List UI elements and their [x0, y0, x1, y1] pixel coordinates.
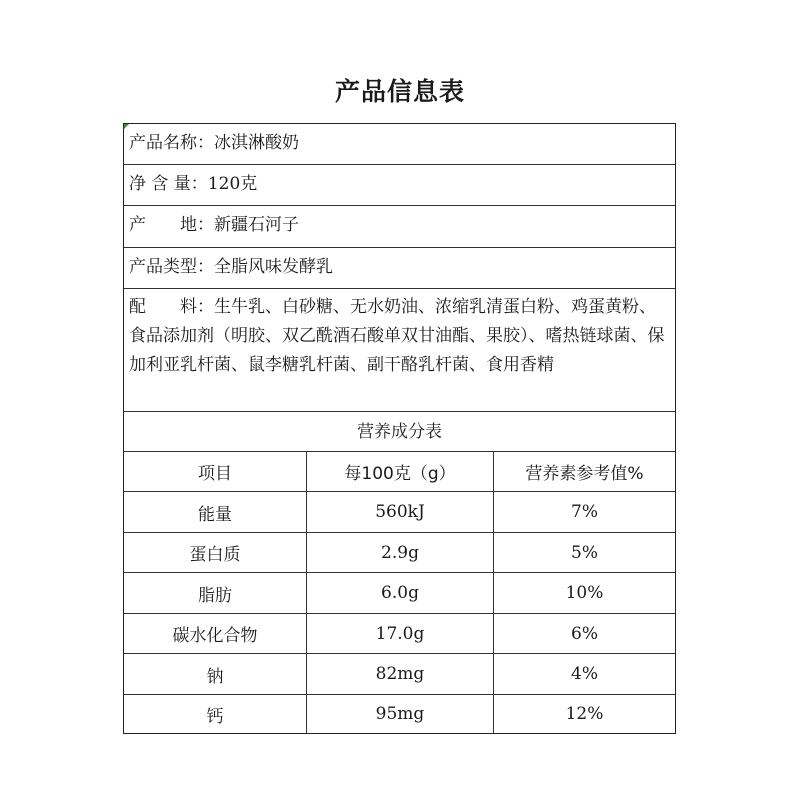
nutrient-amount: 17.0g: [307, 614, 494, 653]
cell-corner-marker: [124, 124, 129, 129]
info-row-ingredients: [124, 289, 675, 412]
name-label: 产品名称：: [129, 133, 214, 153]
nutrient-nrv: 12%: [565, 704, 604, 724]
table-row: [124, 614, 675, 654]
table-row: [124, 492, 675, 533]
type-value: 全脂风味发酵乳: [214, 257, 333, 277]
origin-value: 新疆石河子: [214, 215, 299, 235]
nutrient-amount: 82mg: [307, 654, 494, 694]
origin-label: 产 地：: [129, 215, 214, 235]
nutrient-amount: 560kJ: [307, 492, 494, 532]
info-row-name: [124, 124, 675, 165]
table-row: [124, 654, 675, 695]
name-value: 冰淇淋酸奶: [214, 133, 299, 153]
column-header-nrv: 营养素参考值%: [525, 464, 644, 484]
nutrient-nrv: 10%: [565, 583, 604, 603]
nutrient-amount: 2.9g: [307, 533, 494, 572]
nutrient-name: 蛋白质: [124, 533, 307, 572]
nutrient-name: 能量: [124, 492, 307, 532]
info-row-origin: [124, 206, 675, 248]
type-label: 产品类型：: [129, 257, 214, 277]
nutrient-nrv: 6%: [571, 623, 598, 644]
table-row: [124, 533, 675, 573]
column-header-per-100g: 每100克（g）: [307, 452, 494, 491]
table-row: [124, 695, 675, 733]
nutrient-nrv: 7%: [571, 502, 598, 522]
info-row-net-content: [124, 165, 675, 206]
net-content-label: 净 含 量：: [129, 174, 208, 194]
ingredients-value: 生牛乳、白砂糖、无水奶油、浓缩乳清蛋白粉、鸡蛋黄粉、食品添加剂（明胶、双乙酰酒石酸单双甘油酯、果胶）、嗜热链球菌、保加利亚乳杆菌、鼠李糖乳杆菌、副干酪乳杆菌、食用香精: [129, 297, 665, 375]
nutrient-nrv: 4%: [571, 664, 598, 684]
ingredients-label: 配 料：: [129, 297, 214, 317]
nutrient-nrv: 5%: [571, 542, 598, 563]
nutrition-column-headers: [124, 452, 675, 492]
column-header-item: 项目: [124, 452, 307, 491]
nutrition-header: 营养成分表: [124, 412, 675, 452]
info-row-type: [124, 248, 675, 289]
nutrient-name: 脂肪: [124, 573, 307, 613]
nutrient-name: 钠: [124, 654, 307, 694]
page-title: 产品信息表: [334, 77, 465, 106]
nutrient-amount: 95mg: [307, 695, 494, 733]
nutrient-name: 钙: [124, 695, 307, 733]
nutrient-amount: 6.0g: [307, 573, 494, 613]
nutrient-name: 碳水化合物: [124, 614, 307, 653]
net-content-value: 120克: [207, 174, 258, 194]
product-info-table: [123, 123, 676, 734]
table-row: [124, 573, 675, 614]
